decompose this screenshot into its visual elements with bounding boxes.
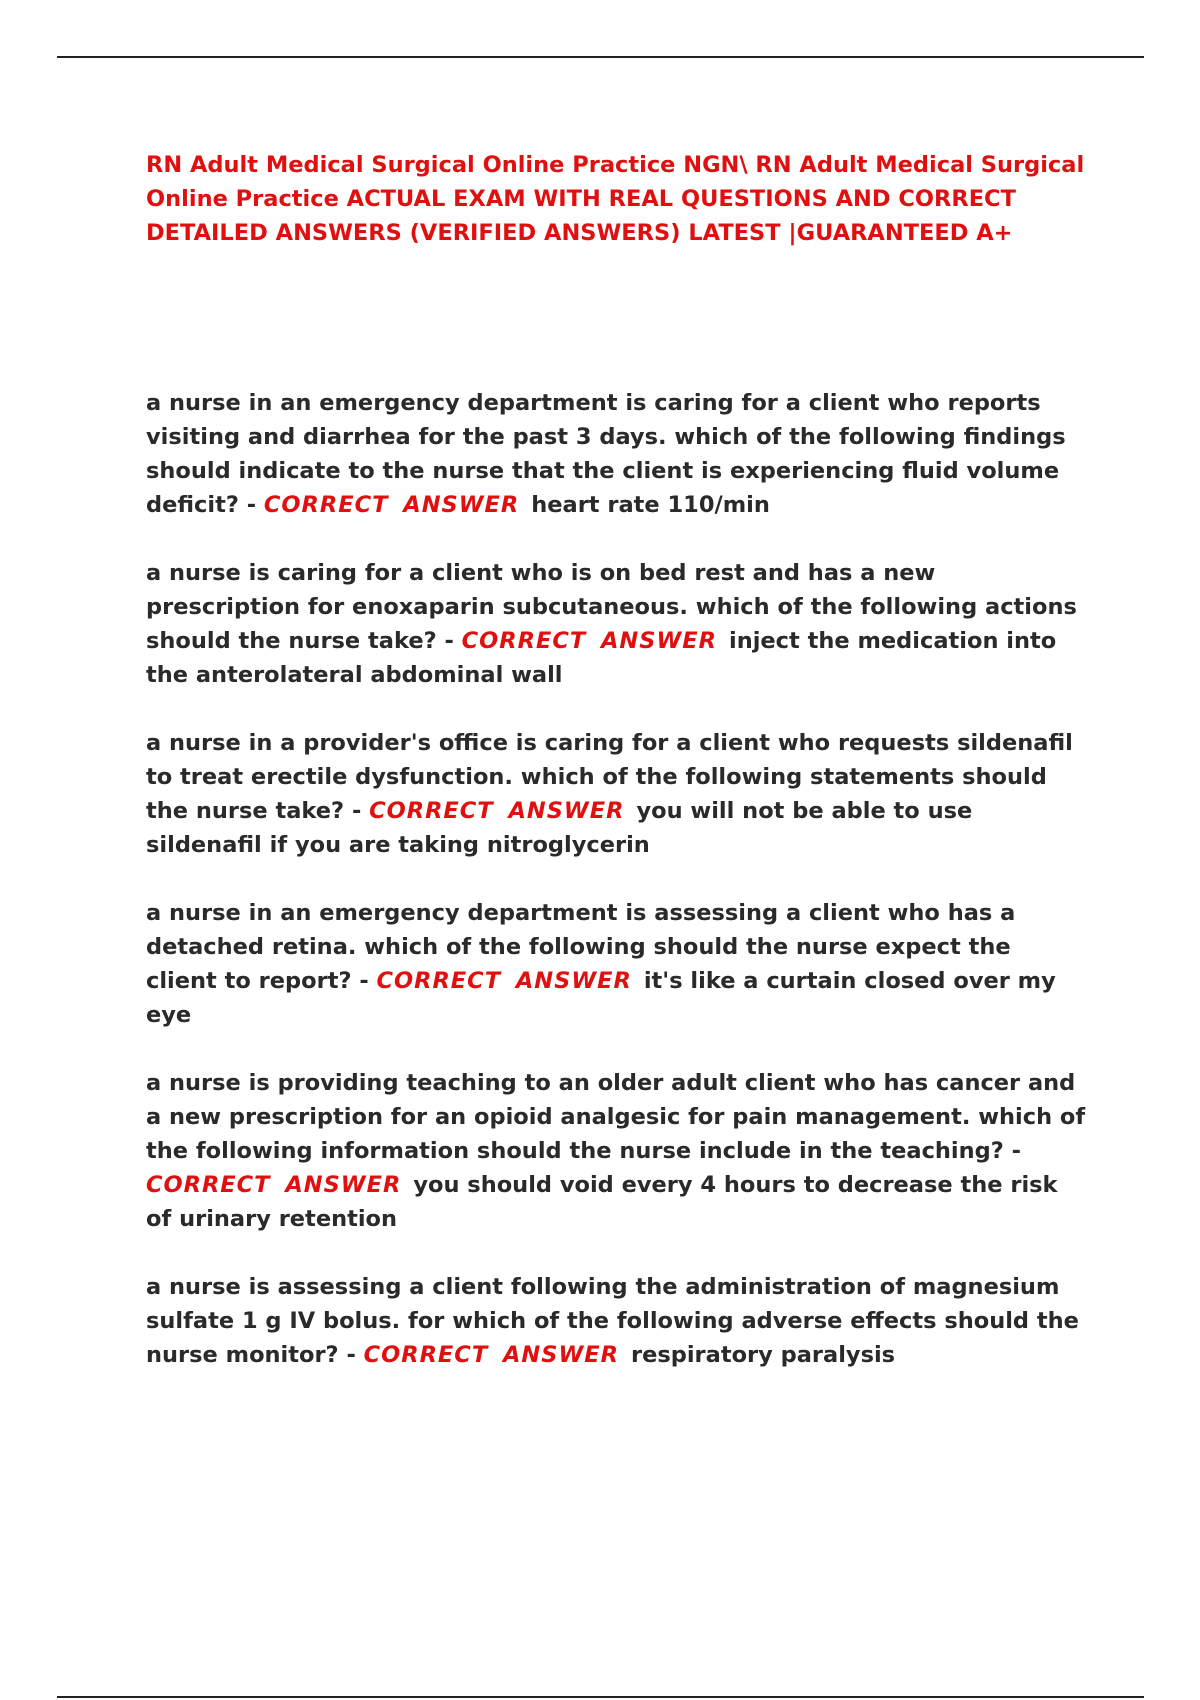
separator: - bbox=[344, 798, 370, 824]
correct-answer-label: CORRECT ANSWER bbox=[461, 628, 717, 654]
bottom-rule bbox=[57, 1696, 1144, 1698]
question-text: a nurse in an emergency department is caring for a client who reports visiting and diarrhea for the past 3 days. which of the following findings should indicate to the nurse that the client is experiencing fluid volume deficit? bbox=[146, 390, 1066, 518]
qa-item-3 bbox=[146, 726, 1086, 862]
qa-item-5 bbox=[146, 1066, 1086, 1236]
answer-text: heart rate 110/min bbox=[531, 492, 770, 518]
qa-item-4 bbox=[146, 896, 1086, 1032]
qa-item-6 bbox=[146, 1270, 1086, 1372]
separator: - bbox=[338, 1342, 364, 1368]
correct-answer-label: CORRECT ANSWER bbox=[376, 968, 632, 994]
answer-text: respiratory paralysis bbox=[630, 1342, 896, 1368]
question-text: a nurse is assessing a client following the administration of magnesium sulfate 1 g IV bolus. for which of the following adverse effects should the nurse monitor? bbox=[146, 1274, 1079, 1368]
qa-list bbox=[146, 386, 1086, 1406]
correct-answer-label: CORRECT ANSWER bbox=[263, 492, 520, 518]
top-rule bbox=[57, 56, 1144, 58]
correct-answer-label: CORRECT ANSWER bbox=[369, 798, 625, 824]
answer-text: inject the medication into the anterolateral abdominal wall bbox=[146, 628, 1057, 688]
question-text: a nurse in a provider's office is caring for a client who requests sildenafil to treat erectile dysfunction. which of the following statements should the nurse take? bbox=[146, 730, 1073, 824]
question-text: a nurse in an emergency department is assessing a client who has a detached retina. which of the following should the nurse expect the client to report? bbox=[146, 900, 1016, 994]
question-text: a nurse is caring for a client who is on bed rest and has a new prescription for enoxaparin subcutaneous. which of the following actions should the nurse take? bbox=[146, 560, 1077, 654]
correct-answer-label: CORRECT ANSWER bbox=[146, 1172, 402, 1198]
question-text: a nurse is providing teaching to an older adult client who has cancer and a new prescription for an opioid analgesic for pain management. which of the following information should the nurse include in the teaching? bbox=[146, 1070, 1086, 1164]
answer-text: it's like a curtain closed over my eye bbox=[146, 968, 1056, 1028]
separator: - bbox=[436, 628, 462, 654]
separator: - bbox=[238, 492, 264, 518]
separator: - bbox=[351, 968, 377, 994]
answer-text: you will not be able to use sildenafil if you are taking nitroglycerin bbox=[146, 798, 973, 858]
qa-item-2 bbox=[146, 556, 1086, 692]
separator: - bbox=[1003, 1138, 1021, 1164]
correct-answer-label: CORRECT ANSWER bbox=[363, 1342, 619, 1368]
answer-text: you should void every 4 hours to decrease the risk of urinary retention bbox=[146, 1172, 1058, 1232]
qa-item-1 bbox=[146, 386, 1086, 522]
document-title: RN Adult Medical Surgical Online Practice NGN\ RN Adult Medical Surgical Online Practice ACTUAL EXAM WITH REAL QUESTIONS AND CORRECT DETAILED ANSWERS (VERIFIED ANSWERS) LATEST |GUARANTEED A+ bbox=[146, 152, 1085, 246]
